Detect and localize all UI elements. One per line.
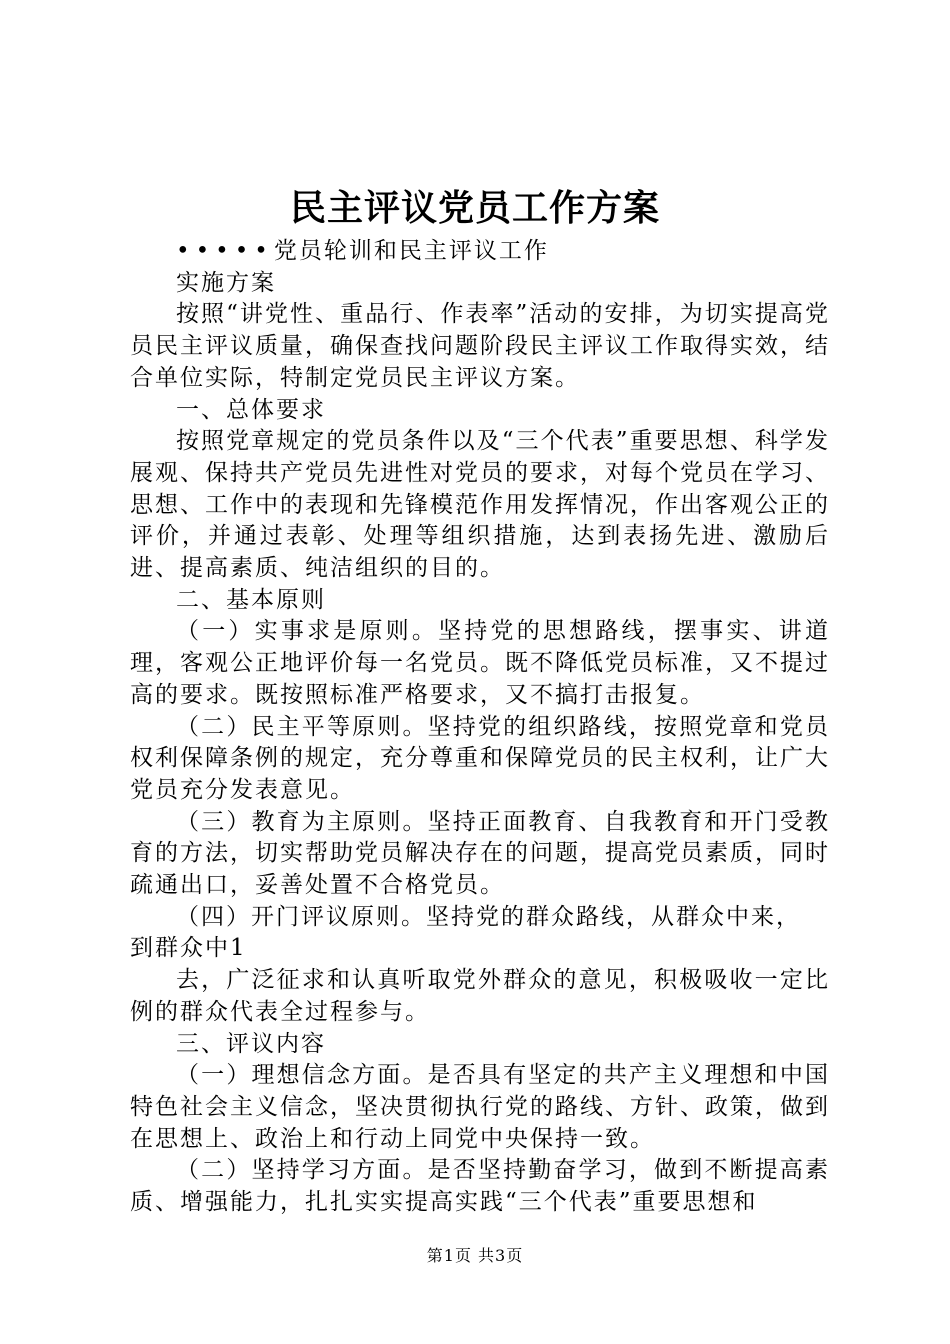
section-heading: 二、基本原则	[176, 586, 326, 613]
page-footer: 第1页 共3页	[426, 1246, 524, 1265]
subtitle-line	[130, 236, 830, 268]
paragraph: （二）坚持学习方面。是否坚持勤奋学习，做到不断提高素质、增强能力，扎扎实实提高实践“三个代表”重要思想和	[130, 1157, 830, 1216]
paragraph: （四）开门评议原则。坚持党的群众路线，从群众中来，	[176, 903, 801, 930]
paragraph: （三）教育为主原则。坚持正面教育、自我教育和开门受教育的方法，切实帮助党员解决存在的问题，提高党员素质，同时疏通出口，妥善处置不合格党员。	[130, 808, 830, 899]
paragraph: 去，广泛征求和认真听取党外群众的意见，积极吸收一定比例的群众代表全过程参与。	[130, 967, 830, 1025]
paragraph: 按照“讲党性、重品行、作表率”活动的安排，为切实提高党员民主评议质量，确保查找问题阶段民主评议工作取得实效，结合单位实际，特制定党员民主评议方案。	[130, 301, 830, 391]
section-heading: 三、评议内容	[176, 1030, 326, 1057]
section-heading: 一、总体要求	[176, 396, 326, 423]
paragraph: 按照党章规定的党员条件以及“三个代表”重要思想、科学发展观、保持共产党员先进性对党员的要求，对每个党员在学习、思想、工作中的表现和先锋模范作用发挥情况，作出客观公正的评价，并通过表彰、处理等组织措施，达到表扬先进、激励后进、提高素质、纯洁组织的目的。	[130, 428, 830, 582]
paragraph: （二）民主平等原则。坚持党的组织路线，按照党章和党员权利保障条例的规定，充分尊重和保障党员的民主权利，让广大党员充分发表意见。	[130, 713, 830, 803]
bullet-dots: •••••	[176, 238, 274, 264]
paragraph: （一）理想信念方面。是否具有坚定的共产主义理想和中国特色社会主义信念，坚决贯彻执行党的路线、方针、政策，做到在思想上、政治上和行动上同党中央保持一致。	[130, 1062, 830, 1152]
subtitle-text: 党员轮训和民主评议工作	[273, 238, 549, 264]
paragraph: （一）实事求是原则。坚持党的思想路线，摆事实、讲道理，客观公正地评价每一名党员。既不降低党员标准，又不提过高的要求。既按照标准严格要求，又不搞打击报复。	[130, 618, 830, 708]
paragraph-continuation: 到群众中1	[130, 935, 247, 962]
document-title: 民主评议党员工作方案	[289, 187, 660, 229]
document-body	[130, 236, 830, 1219]
subtitle-continuation: 实施方案	[176, 269, 276, 296]
